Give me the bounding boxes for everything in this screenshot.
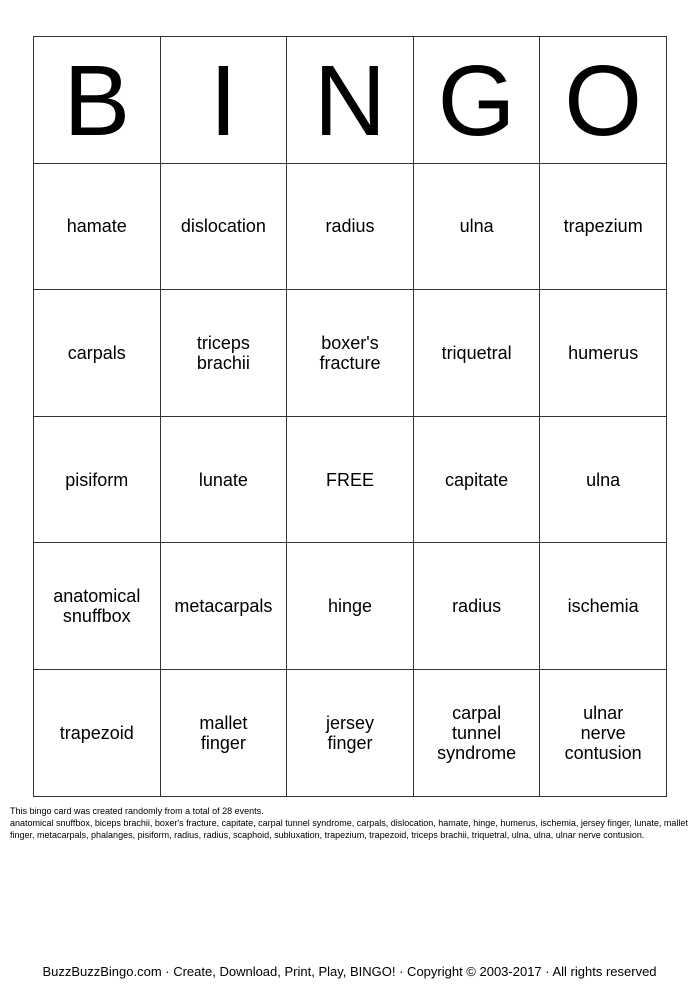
- bingo-cell: triquetral: [413, 290, 540, 417]
- bingo-cell: ischemia: [540, 543, 667, 670]
- bingo-cell: jersey finger: [287, 669, 414, 796]
- header-letter-i: I: [160, 37, 287, 164]
- header-letter-g: G: [413, 37, 540, 164]
- bingo-cell: metacarpals: [160, 543, 287, 670]
- bingo-cell: radius: [413, 543, 540, 670]
- bingo-cell: lunate: [160, 416, 287, 543]
- bingo-cell: capitate: [413, 416, 540, 543]
- bingo-cell: carpals: [34, 290, 161, 417]
- bingo-cell: trapezoid: [34, 669, 161, 796]
- bingo-card: [33, 36, 667, 797]
- header-letter-b: B: [34, 37, 161, 164]
- bingo-cell: ulnar nerve contusion: [540, 669, 667, 796]
- bingo-cell: radius: [287, 163, 414, 290]
- bingo-cell: hamate: [34, 163, 161, 290]
- bingo-cell: ulna: [413, 163, 540, 290]
- card-info-summary: This bingo card was created randomly from a total of 28 events.: [10, 806, 264, 816]
- bingo-cell: hinge: [287, 543, 414, 670]
- bingo-cell: trapezium: [540, 163, 667, 290]
- bingo-cell: carpal tunnel syndrome: [413, 669, 540, 796]
- bingo-row: [34, 416, 667, 543]
- bingo-row: [34, 669, 667, 796]
- card-info-note: [10, 805, 690, 841]
- header-letter-n: N: [287, 37, 414, 164]
- bingo-cell: anatomical snuffbox: [34, 543, 161, 670]
- bingo-cell: dislocation: [160, 163, 287, 290]
- bingo-row: [34, 543, 667, 670]
- bingo-cell: triceps brachii: [160, 290, 287, 417]
- bingo-cell: mallet finger: [160, 669, 287, 796]
- bingo-row: [34, 290, 667, 417]
- bingo-cell: humerus: [540, 290, 667, 417]
- bingo-header-row: [34, 37, 667, 164]
- bingo-cell: ulna: [540, 416, 667, 543]
- footer-copyright: BuzzBuzzBingo.com · Create, Download, Print, Play, BINGO! · Copyright © 2003-2017 · All rights reserved: [42, 964, 657, 979]
- card-info-events: anatomical snuffbox, biceps brachii, boxer's fracture, capitate, carpal tunnel syndrome, carpals, dislocation, hamate, hinge, humerus, ischemia, jersey finger, lunate, mallet finger, metacarpals, phalanges, pisiform, radius, radius, scaphoid, subluxation, trapezium, trapezoid, triceps brachii, triquetral, ulna, ulna, ulnar nerve contusion.: [10, 818, 688, 840]
- bingo-cell: boxer's fracture: [287, 290, 414, 417]
- bingo-cell: pisiform: [34, 416, 161, 543]
- header-letter-o: O: [540, 37, 667, 164]
- free-space-cell: FREE: [287, 416, 414, 543]
- bingo-row: [34, 163, 667, 290]
